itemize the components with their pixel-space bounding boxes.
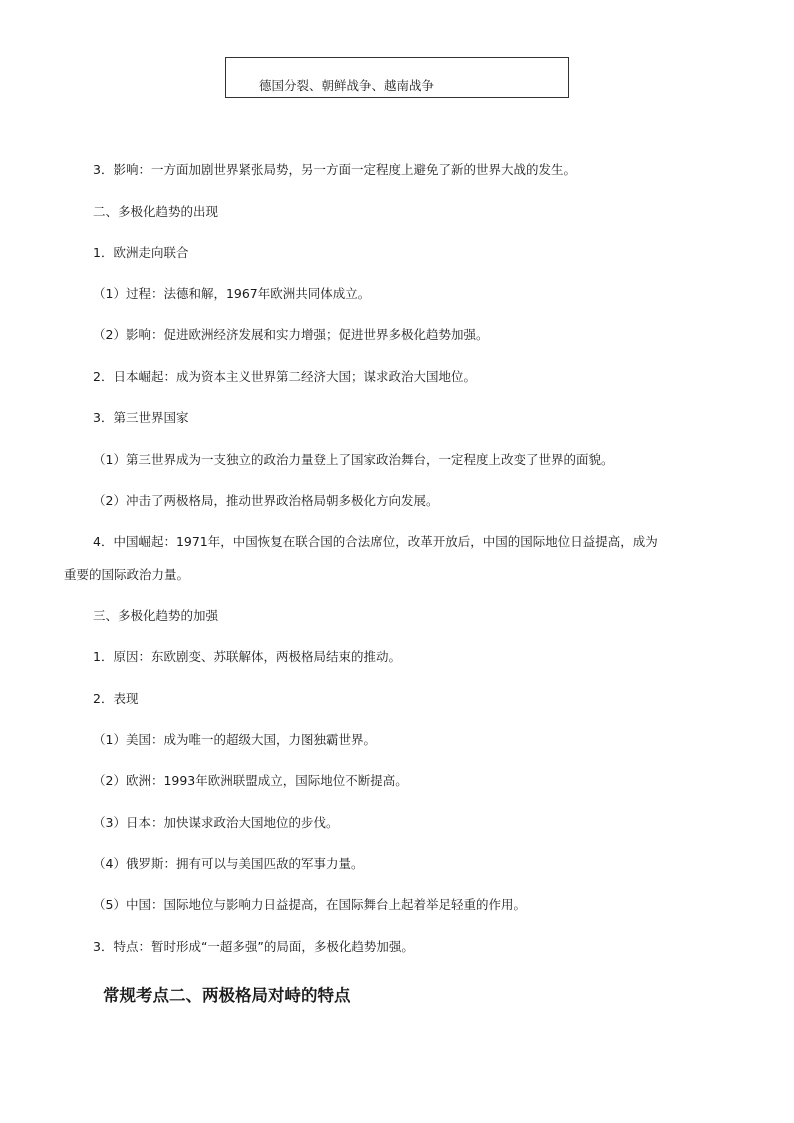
section-heading: 二、多极化趋势的出现 [93, 204, 219, 219]
paragraph-line: 3．影响：一方面加剧世界紧张局势，另一方面一定程度上避免了新的世界大战的发生。 [93, 162, 576, 177]
section-heading: 三、多极化趋势的加强 [93, 608, 219, 623]
paragraph-line: （1）过程：法德和解，1967年欧洲共同体成立。 [93, 286, 371, 301]
paragraph-line: （1）美国：成为唯一的超级大国，力图独霸世界。 [93, 732, 376, 747]
paragraph-line: 2．日本崛起：成为资本主义世界第二经济大国；谋求政治大国地位。 [93, 369, 476, 384]
paragraph-line: （2）欧洲：1993年欧洲联盟成立，国际地位不断提高。 [93, 773, 408, 788]
paragraph-line: （1）第三世界成为一支独立的政治力量登上了国家政治舞台，一定程度上改变了世界的面貌。 [93, 452, 614, 467]
exam-point-heading: 常规考点二、两极格局对峙的特点 [103, 986, 351, 1005]
paragraph-line: （4）俄罗斯：拥有可以与美国匹敌的军事力量。 [93, 856, 364, 871]
boxed-note [225, 57, 569, 98]
paragraph-line: （2）影响：促进欧洲经济发展和实力增强；促进世界多极化趋势加强。 [93, 327, 489, 342]
paragraph-line: （5）中国：国际地位与影响力日益提高，在国际舞台上起着举足轻重的作用。 [93, 897, 526, 912]
paragraph-line-continued: 重要的国际政治力量。 [64, 567, 190, 582]
paragraph-line: 3．第三世界国家 [93, 410, 189, 425]
paragraph-line: 1．原因：东欧剧变、苏联解体，两极格局结束的推动。 [93, 649, 401, 664]
boxed-note-text: 德国分裂、朝鲜战争、越南战争 [259, 78, 435, 93]
paragraph-line: （3）日本：加快谋求政治大国地位的步伐。 [93, 815, 339, 830]
paragraph-line: （2）冲击了两极格局，推动世界政治格局朝多极化方向发展。 [93, 493, 439, 508]
paragraph-line: 1．欧洲走向联合 [93, 245, 189, 260]
paragraph-line: 4．中国崛起：1971年，中国恢复在联合国的合法席位，改革开放后，中国的国际地位日益提高，成为 [93, 534, 658, 549]
paragraph-line: 2．表现 [93, 691, 139, 706]
paragraph-line: 3．特点：暂时形成“一超多强”的局面，多极化趋势加强。 [93, 939, 414, 954]
